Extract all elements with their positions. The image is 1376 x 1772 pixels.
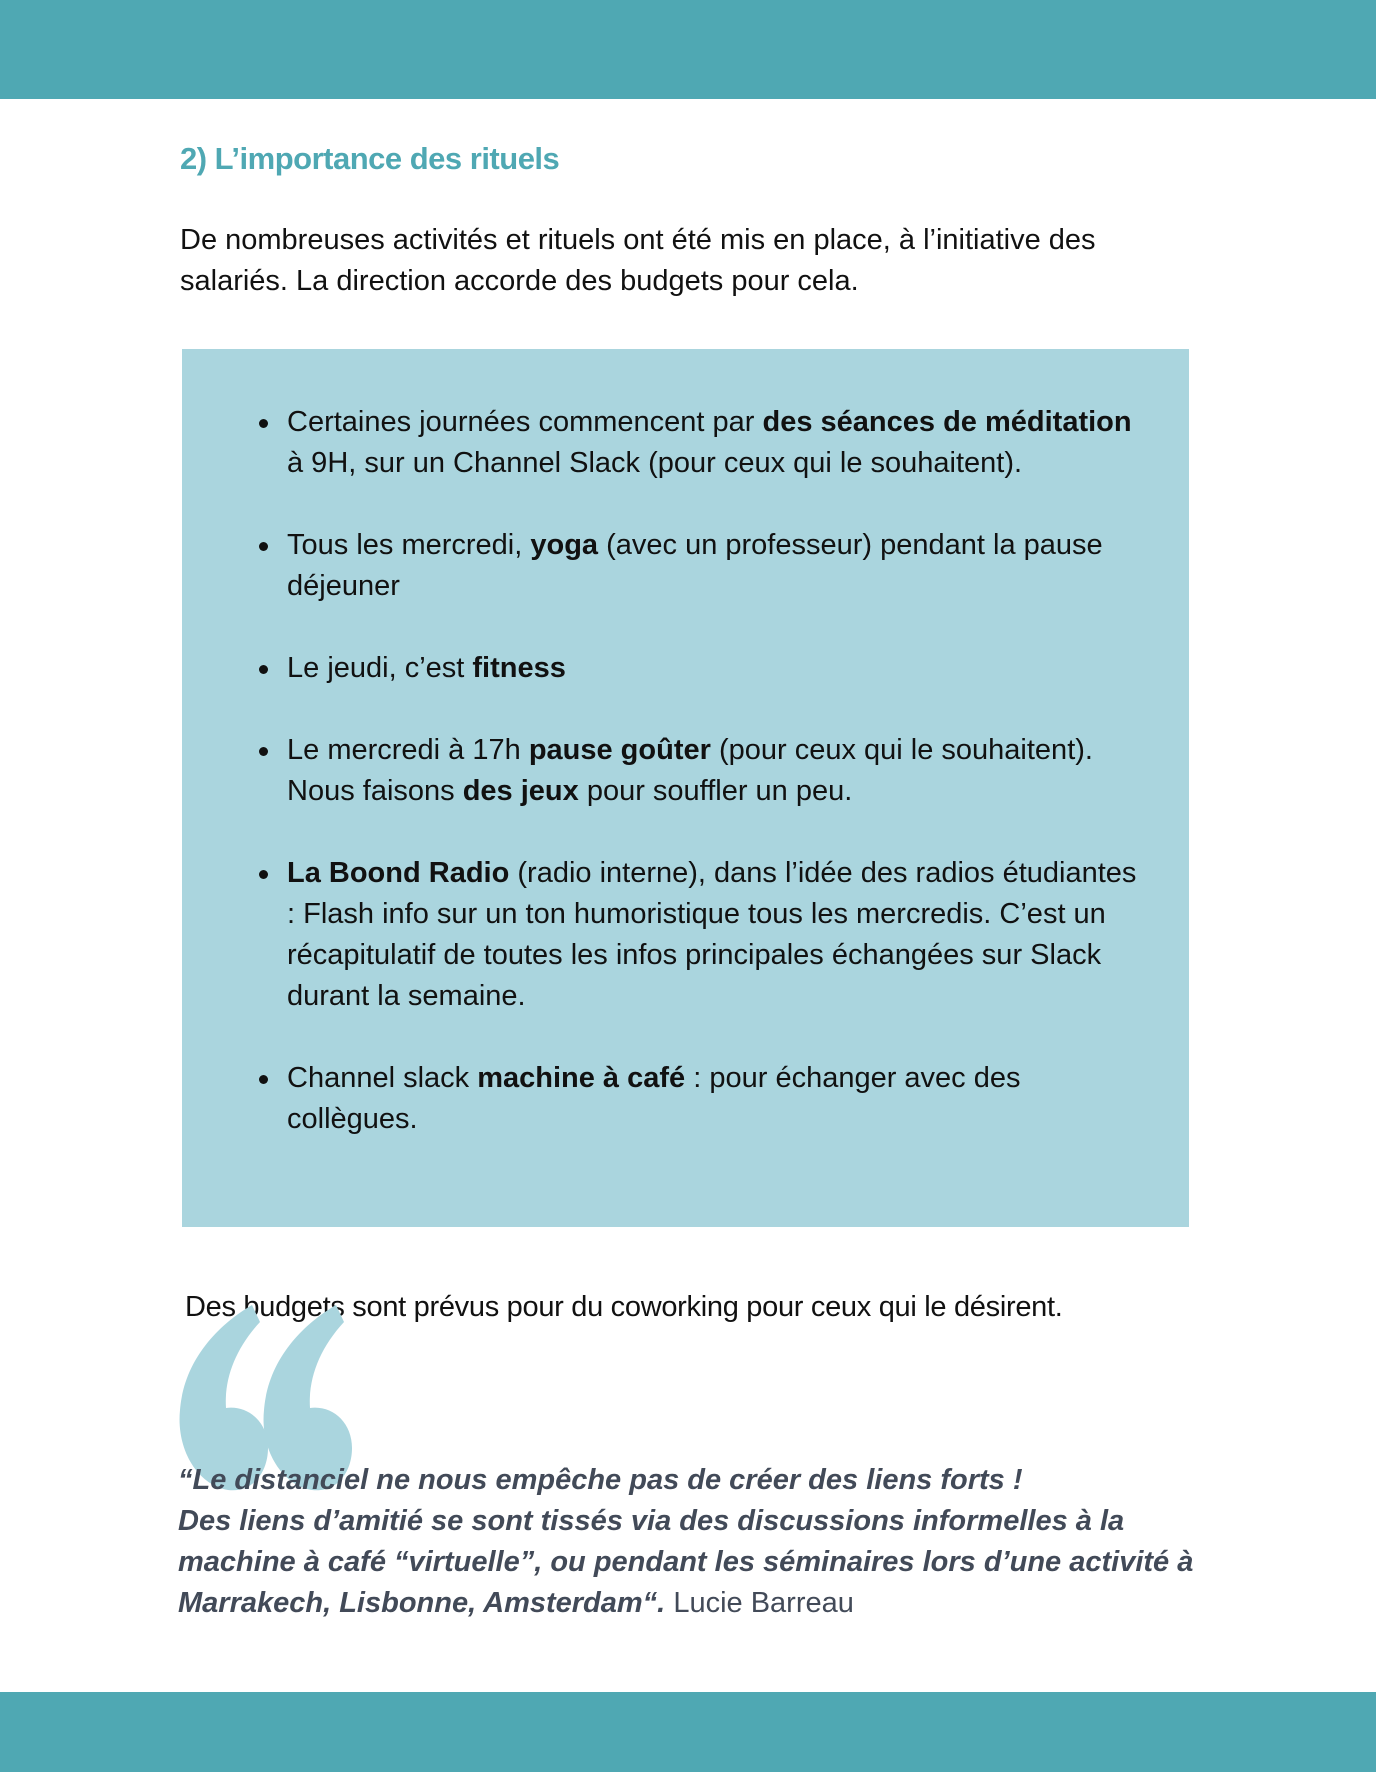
ritual-highlight: La Boond Radio [287,857,510,889]
ritual-highlight: yoga [530,529,599,561]
ritual-text: : pour échanger avec des collègues. [287,1062,1021,1135]
ritual-text: Tous les mercredi, [287,529,531,561]
ritual-yoga [182,525,1189,607]
intro-paragraph: De nombreuses activités et rituels ont été mis en place, à l’initiative des salariés. La direction accorde des budgets pour cela. [180,224,1096,297]
ritual-highlight: machine à café [477,1062,686,1094]
ritual-radio [182,853,1189,1017]
ritual-text: Le jeudi, c’est [287,652,473,684]
rituals-list [182,402,1189,1181]
quote-author: Lucie Barreau [673,1587,854,1619]
ritual-highlight: des séances de méditation [762,406,1132,438]
ritual-highlight: pause goûter [528,734,711,766]
ritual-text: à 9H, sur un Channel Slack (pour ceux qui le souhaitent). [287,447,1023,479]
ritual-text: Channel slack [287,1062,478,1094]
header-band [0,0,1376,99]
ritual-text: Le mercredi à 17h [287,734,529,766]
testimonial-quote [178,1460,1208,1624]
ritual-highlight: fitness [472,652,566,684]
ritual-text: pour souffler un peu. [578,775,853,807]
section-title: 2) L’importance des rituels [180,141,560,176]
ritual-text: (radio interne), dans l’idée des radios étudiantes : Flash info sur un ton humoristique tous les mercredis. C’est un récapitulatif de toutes les infos principales échangées sur Slack durant la semaine. [287,857,1137,1012]
quote-line-1: “Le distanciel ne nous empêche pas de créer des liens forts ! [178,1464,1023,1496]
footer-band [0,1692,1376,1772]
ritual-text: (pour ceux qui le souhaitent). Nous faisons [287,734,1093,807]
ritual-snack-break [182,730,1189,812]
ritual-text: (avec un professeur) pendant la pause déjeuner [287,529,1103,602]
ritual-fitness [182,648,1189,689]
quote-line-2: Des liens d’amitié se sont tissés via des discussions informelles à la machine à café “virtuelle”, ou pendant les séminaires lors d’une activité à Marrakech, Lisbonne, Amsterdam“. [178,1505,1194,1619]
ritual-text: Certaines journées commencent par [287,406,763,438]
ritual-coffee-channel [182,1058,1189,1140]
rituals-box [182,349,1189,1227]
coworking-note: Des budgets sont prévus pour du coworking pour ceux qui le désirent. [185,1291,1063,1323]
ritual-meditation [182,402,1189,484]
ritual-highlight: des jeux [462,775,579,807]
